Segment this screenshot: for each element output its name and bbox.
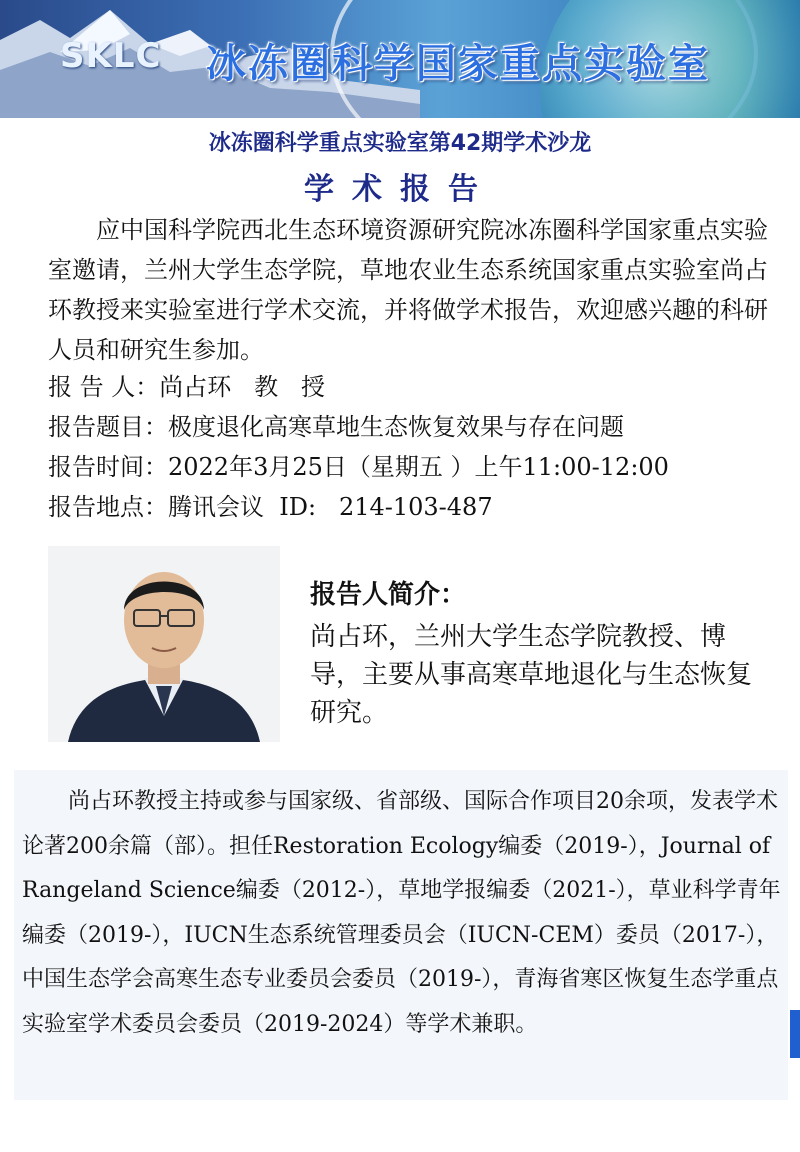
info-row-location (48, 492, 788, 522)
info-value: 2022年3月25日（星期五 ）上午11:00-12:00 (168, 453, 669, 481)
info-label: 报 告 人： (48, 373, 160, 401)
bio-detail: 尚占环教授主持或参与国家级、省部级、国际合作项目20余项，发表学术论著200余篇（部）。担任Restoration Ecology编委（2019-），Journal of Rangeland Science编委（2012-），草地学报编委（2021-），草业科学青年编委（2019-），IUCN生态系统管理委员会（IUCN-CEM）委员（2017-），中国生态学会高寒生态专业委员会委员（2019-），青海省寒区恢复生态学重点实验室学术委员会委员（2019-2024）等学术兼职。 (22, 789, 781, 1037)
info-value: 腾讯会议 ID: 214-103-487 (168, 493, 493, 521)
info-row-time (48, 452, 788, 482)
info-value: 尚占环 教 授 (159, 373, 326, 401)
info-label: 报告地点： (48, 493, 168, 521)
header-banner (0, 0, 800, 118)
edge-mark (790, 1010, 800, 1058)
info-label: 报告题目： (48, 413, 168, 441)
lab-name: 冰冻圈科学国家重点实验室 (206, 41, 710, 87)
bio-heading: 报告人简介： (310, 580, 467, 610)
intro-paragraph: 应中国科学院西北生态环境资源研究院冰冻圈科学国家重点实验室邀请，兰州大学生态学院，草地农业生态系统国家重点实验室尚占环教授来实验室进行学术交流，并将做学术报告，欢迎感兴趣的科研人员和研究生参加。 (48, 216, 768, 364)
info-row-speaker (48, 372, 788, 402)
speaker-photo (48, 546, 280, 742)
salon-subtitle: 冰冻圈科学重点实验室第42期学术沙龙 (208, 131, 592, 156)
page-title: 学术报告 (304, 172, 496, 207)
bio-summary: 尚占环，兰州大学生态学院教授、博导，主要从事高寒草地退化与生态恢复研究。 (310, 622, 753, 728)
info-row-topic (48, 412, 788, 442)
info-value: 极度退化高寒草地生态恢复效果与存在问题 (168, 413, 624, 441)
sklc-logo: SKLC (60, 36, 162, 76)
info-label: 报告时间： (48, 453, 168, 481)
